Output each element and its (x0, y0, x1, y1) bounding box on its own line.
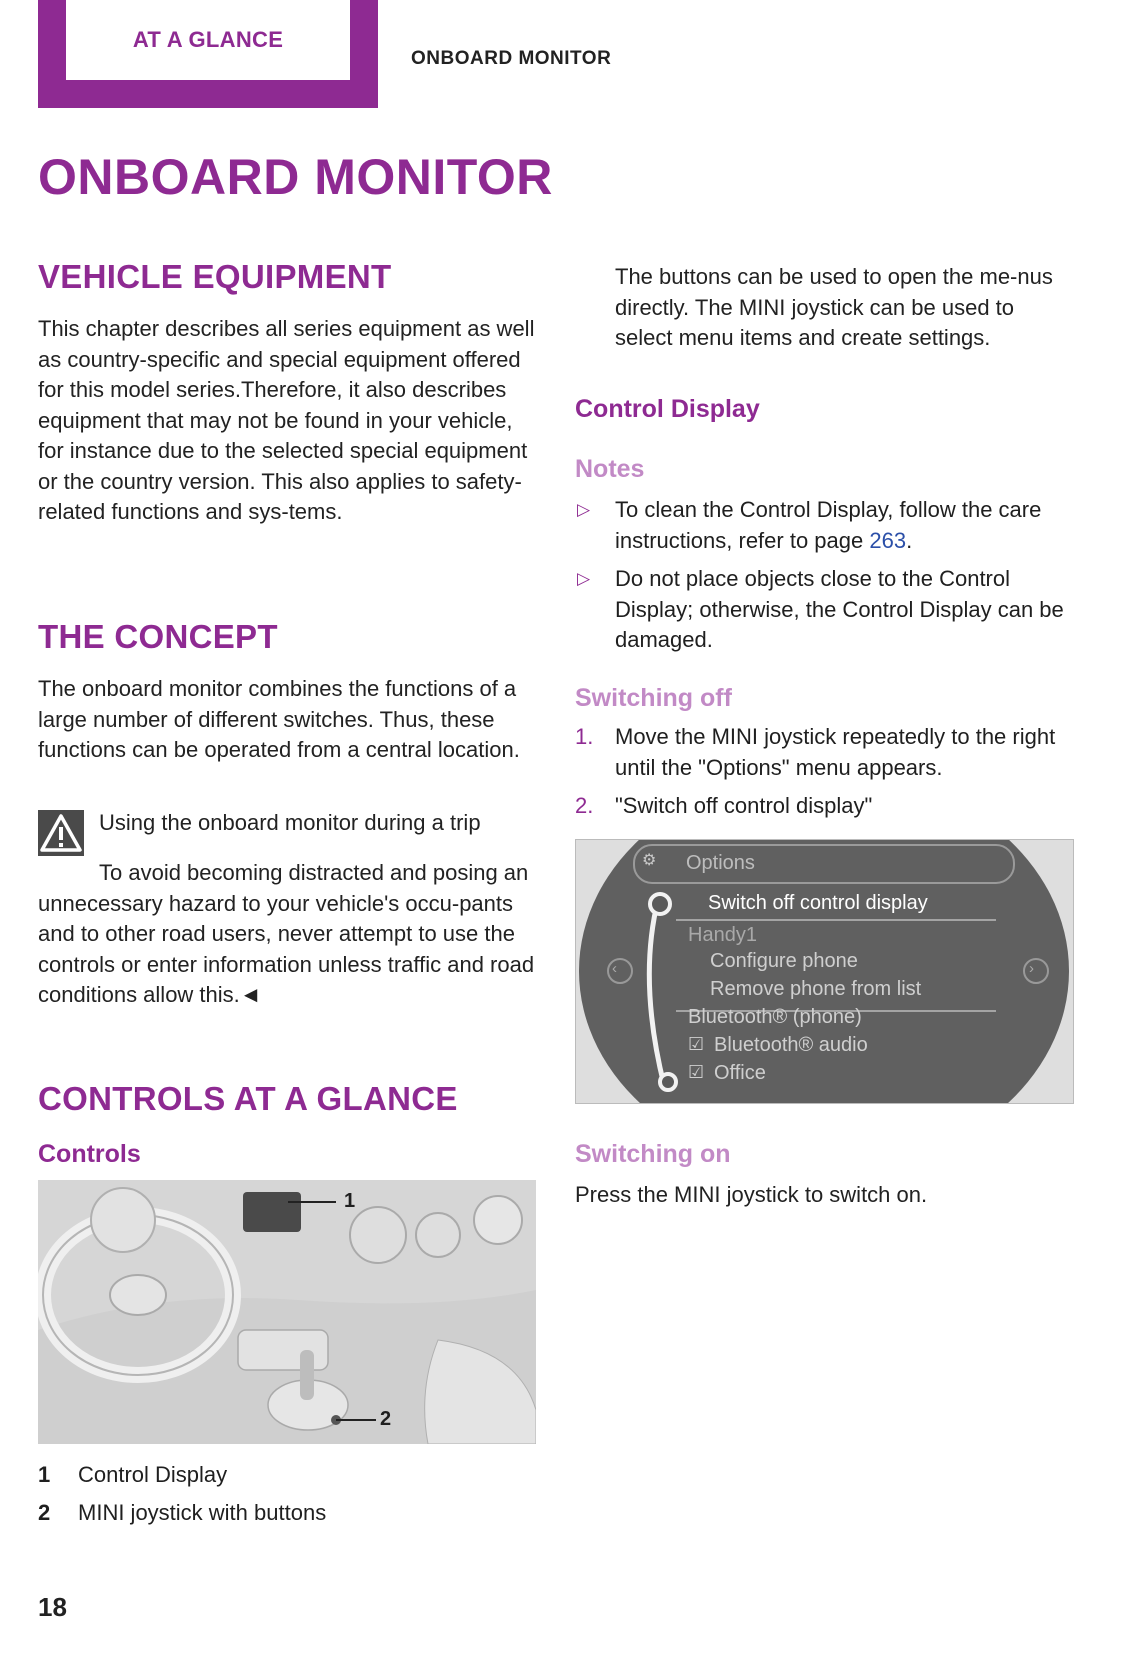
list-item (575, 495, 1075, 556)
menu-item-handy1[interactable]: Handy1 (688, 924, 757, 946)
list-item (575, 791, 1075, 822)
chapter-tab (38, 0, 378, 108)
switching-off-steps (575, 722, 1075, 830)
note-text: To clean the Control Display, follow the care instructions, refer to page (615, 497, 1042, 553)
switching-off-heading: Switching off (575, 684, 732, 712)
bullet-triangle-icon: ▷ (577, 500, 591, 519)
warning-title: Using the onboard monitor during a trip (99, 810, 481, 835)
callout-2: 2 (380, 1408, 392, 1430)
concept-heading: THE CONCEPT (38, 618, 278, 655)
legend-label: MINI joystick with buttons (78, 1500, 327, 1525)
menu-title: Options (686, 852, 755, 874)
chapter-tab-label: AT A GLANCE (66, 0, 350, 80)
menu-item-bluetooth-audio[interactable]: Bluetooth® audio (714, 1034, 868, 1056)
menu-item-configure-phone[interactable]: Configure phone (710, 950, 858, 972)
concept-body: The onboard monitor combines the functions of a large number of different switches. Thus, these functions can be operated from a central location. (38, 676, 520, 762)
callout-1: 1 (344, 1190, 356, 1212)
legend-label: Control Display (78, 1462, 228, 1487)
running-header: ONBOARD MONITOR (411, 48, 612, 69)
arrow-left-icon: ‹ (612, 960, 617, 977)
checkbox-icon: ☑ (688, 1034, 705, 1054)
menu-item-switch-off[interactable]: Switch off control display (708, 892, 928, 914)
note-text: Do not place objects close to the Control Display; otherwise, the Control Display can be damaged. (615, 566, 1064, 652)
controls-subheading: Controls (38, 1140, 141, 1168)
notes-heading: Notes (575, 455, 645, 483)
menu-item-office[interactable]: Office (714, 1062, 766, 1084)
menu-item-bluetooth-phone[interactable]: Bluetooth® (phone) (688, 1006, 862, 1028)
step-number: 2. (575, 793, 594, 818)
switching-on-heading: Switching on (575, 1140, 731, 1168)
warning-icon (38, 810, 84, 856)
dashboard-illustration (38, 1180, 536, 1444)
buttons-intro: The buttons can be used to open the me-nus directly. The MINI joystick can be used to select menu items and create settings. (615, 264, 1053, 350)
page-number: 18 (38, 1592, 67, 1622)
checkbox-icon: ☑ (688, 1062, 705, 1082)
warning-body: To avoid becoming distracted and posing an unnecessary hazard to your vehicle's occu-pants and to other road users, never attempt to use the controls or enter information unless traffic and road conditions allow this.◄ (38, 860, 535, 1007)
legend-num: 2 (38, 1500, 51, 1525)
dashboard-drawing (38, 1180, 536, 1444)
list-item (575, 722, 1075, 783)
menu-item-remove-phone[interactable]: Remove phone from list (710, 978, 922, 1000)
legend-num: 1 (38, 1462, 51, 1487)
arrow-right-icon: › (1029, 960, 1034, 977)
step-text: "Switch off control display" (615, 793, 873, 818)
step-text: Move the MINI joystick repeatedly to the right until the "Options" menu appears. (615, 724, 1056, 780)
page-link[interactable]: 263 (869, 527, 907, 553)
tools-icon: ⚙ (642, 852, 657, 869)
switching-on-body: Press the MINI joystick to switch on. (575, 1182, 928, 1207)
list-item (575, 564, 1075, 656)
controls-glance-heading: CONTROLS AT A GLANCE (38, 1080, 458, 1117)
bullet-triangle-icon: ▷ (577, 569, 591, 588)
page-title: ONBOARD MONITOR (38, 149, 553, 205)
notes-list (575, 495, 1075, 664)
control-display-screenshot (575, 839, 1074, 1104)
vehicle-equipment-body: This chapter describes all series equipment as well as country-specific and special equipment offered for this model series.Therefore, it also describes equipment that may not be found in your vehicle, for instance due to the selected special equipment or the country version. This also applies to safety-related functions and sys-tems. (38, 316, 535, 524)
legend-item (38, 1500, 326, 1526)
legend-item (38, 1462, 227, 1488)
step-number: 1. (575, 724, 594, 749)
control-display-heading: Control Display (575, 395, 760, 423)
note-text-end: . (906, 527, 913, 553)
vehicle-equipment-heading: VEHICLE EQUIPMENT (38, 258, 392, 295)
